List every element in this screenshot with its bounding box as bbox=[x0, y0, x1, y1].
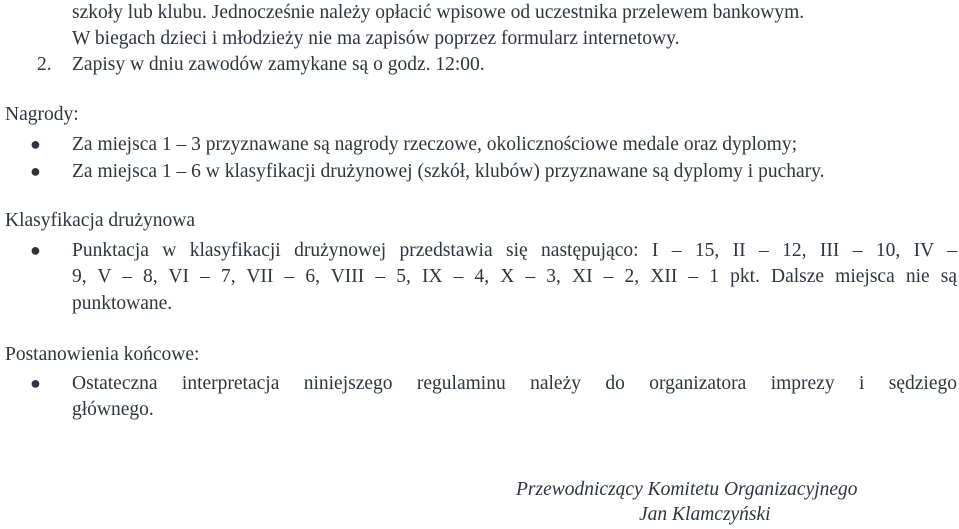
bullet-icon: ● bbox=[30, 161, 41, 181]
item-number: 2. bbox=[37, 54, 52, 75]
prize-item-2: Za miejsca 1 – 6 w klasyfikacji drużynowej (szkół, klubów) przyznawane są dyplomy i puchary. bbox=[72, 161, 825, 182]
team-scoring-paragraph bbox=[72, 239, 957, 289]
final-provisions-line-1 bbox=[72, 372, 957, 396]
signature-name: Jan Klamczyński bbox=[639, 504, 771, 525]
signature-title: Przewodniczący Komitetu Organizacyjnego bbox=[516, 479, 858, 500]
bullet-icon: ● bbox=[30, 240, 41, 260]
team-scoring-line-1: Punktacja w klasyfikacji drużynowej przedstawia się następująco: I – 15, II – 12, III – 10, IV – bbox=[72, 240, 957, 261]
prize-item-1: Za miejsca 1 – 3 przyznawane są nagrody rzeczowe, okolicznościowe medale oraz dyplomy; bbox=[72, 134, 797, 155]
bullet-icon: ● bbox=[30, 373, 41, 393]
registration-closing-text: Zapisy w dniu zawodów zamykane są o godz. 12:00. bbox=[72, 54, 485, 75]
team-classification-heading: Klasyfikacja drużynowa bbox=[5, 210, 196, 231]
final-provisions-heading: Postanowienia końcowe: bbox=[5, 344, 200, 365]
final-provisions-text-1: Ostateczna interpretacja niniejszego regulaminu należy do organizatora imprezy i sędziego bbox=[72, 373, 957, 394]
intro-line-2: W biegach dzieci i młodzieży nie ma zapisów poprzez formularz internetowy. bbox=[72, 28, 680, 49]
team-scoring-line-3: punktowane. bbox=[72, 293, 173, 314]
team-scoring-line-2: 9, V – 8, VI – 7, VII – 6, VIII – 5, IX – 4, X – 3, XI – 2, XII – 1 pkt. Dalsze miejsca nie są bbox=[72, 266, 957, 287]
bullet-icon: ● bbox=[30, 134, 41, 154]
final-provisions-line-2: głównego. bbox=[72, 399, 154, 420]
intro-line-1: szkoły lub klubu. Jednocześnie należy opłacić wpisowe od uczestnika przelewem bankowym. bbox=[72, 2, 805, 23]
prizes-heading: Nagrody: bbox=[5, 104, 79, 125]
